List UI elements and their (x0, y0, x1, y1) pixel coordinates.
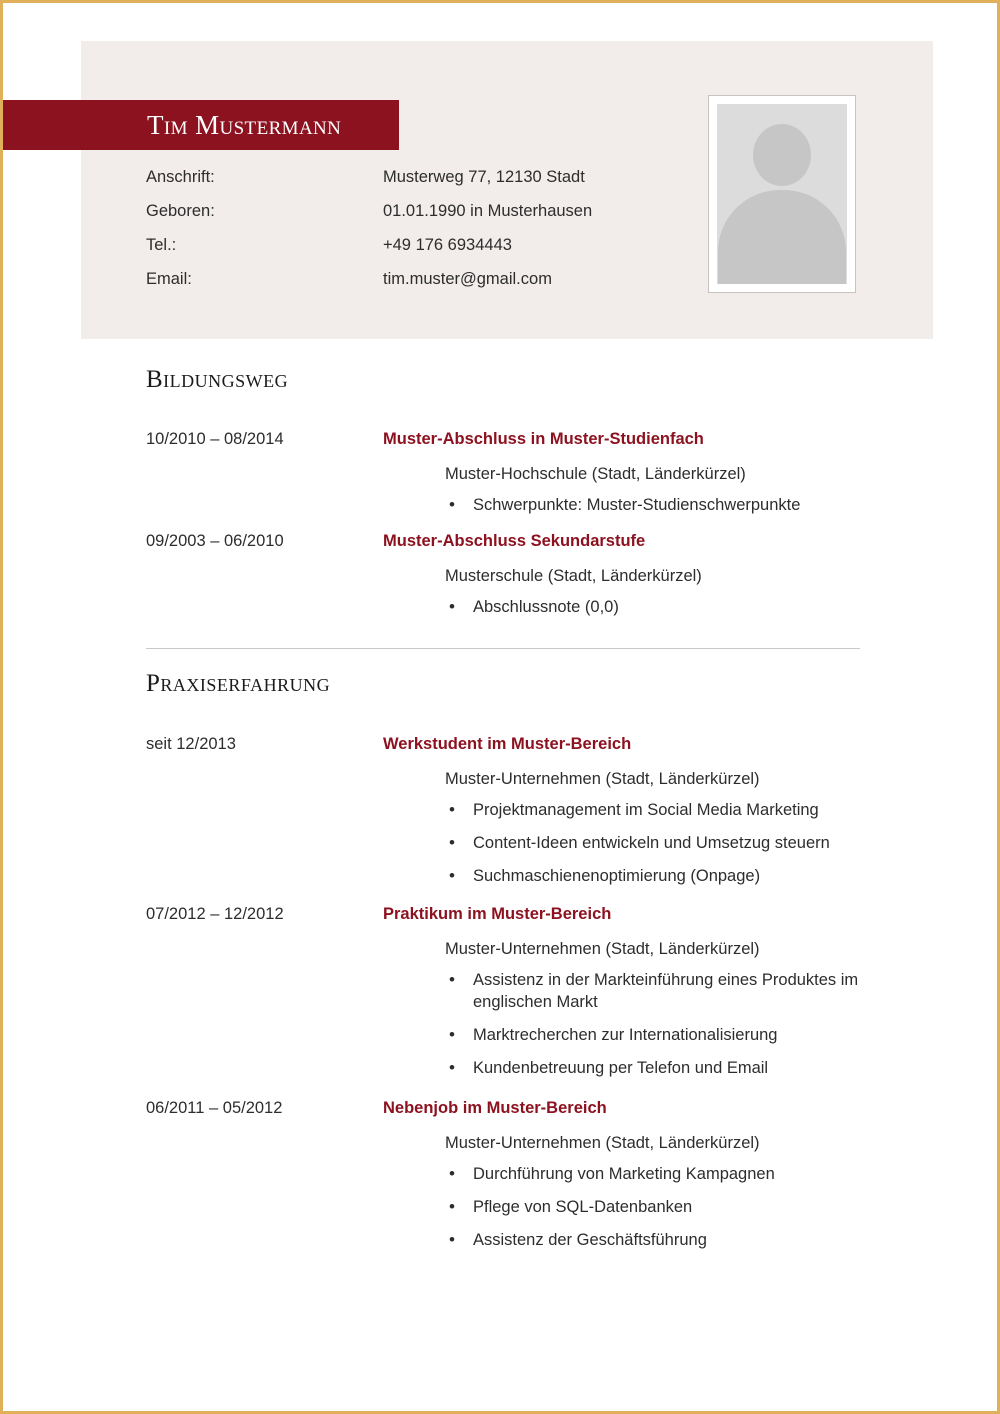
person-silhouette-icon (717, 104, 847, 284)
list-item: • Projektmanagement im Social Media Marketing (445, 800, 866, 822)
contact-label-phone: Tel.: (146, 236, 177, 254)
entry-date: 06/2011 – 05/2012 (146, 1099, 283, 1117)
list-item: • Assistenz der Geschäftsführung (445, 1230, 866, 1252)
contact-value-email: tim.muster@gmail.com (383, 270, 552, 288)
list-item: • Marktrecherchen zur Internationalisierung (445, 1025, 866, 1047)
page-title: Tim Mustermann (147, 109, 342, 140)
entry-date: 10/2010 – 08/2014 (146, 430, 284, 448)
entry-bullets (383, 800, 866, 888)
contact-value-phone: +49 176 6934443 (383, 236, 512, 254)
experience-entry-2 (146, 903, 866, 1080)
section-title-education: Bildungsweg (146, 366, 289, 393)
silhouette-head (753, 124, 811, 186)
contact-label-address: Anschrift: (146, 168, 215, 186)
entry-title: Werkstudent im Muster-Bereich (383, 735, 632, 753)
experience-entry-1 (146, 733, 866, 888)
name-banner (3, 100, 399, 150)
list-item: • Assistenz in der Markteinführung eines Produktes im englischen Markt (445, 970, 866, 1014)
entry-organisation: Musterschule (Stadt, Länderkürzel) (445, 566, 702, 585)
list-item: • Suchmaschienenoptimierung (Onpage) (445, 866, 866, 888)
contact-value-birth: 01.01.1990 in Musterhausen (383, 202, 593, 220)
contact-label-email: Email: (146, 270, 192, 288)
entry-organisation: Muster-Unternehmen (Stadt, Länderkürzel) (445, 939, 760, 958)
list-item: • Content-Ideen entwickeln und Umsetzug steuern (445, 833, 866, 855)
entry-organisation: Muster-Hochschule (Stadt, Länderkürzel) (445, 464, 746, 483)
contact-row-email (146, 270, 676, 304)
entry-bullets (383, 970, 866, 1080)
entry-bullets (383, 597, 866, 619)
contact-block (146, 168, 676, 304)
education-entry-2 (146, 530, 866, 619)
contact-row-birth (146, 202, 676, 236)
section-title-experience: Praxiserfahrung (146, 670, 331, 697)
list-item: • Schwerpunkte: Muster-Studienschwerpunkte (445, 495, 866, 517)
entry-date: 09/2003 – 06/2010 (146, 532, 284, 550)
entry-date: seit 12/2013 (146, 735, 236, 753)
contact-value-address: Musterweg 77, 12130 Stadt (383, 168, 585, 186)
education-entry-1 (146, 428, 866, 517)
list-item: • Abschlussnote (0,0) (445, 597, 866, 619)
entry-organisation: Muster-Unternehmen (Stadt, Länderkürzel) (445, 1133, 760, 1152)
contact-row-address (146, 168, 676, 202)
experience-entry-3 (146, 1097, 866, 1252)
entry-bullets (383, 1164, 866, 1252)
photo-frame (708, 95, 856, 293)
contact-label-birth: Geboren: (146, 202, 215, 220)
entry-bullets (383, 495, 866, 517)
contact-row-phone (146, 236, 676, 270)
list-item: • Durchführung von Marketing Kampagnen (445, 1164, 866, 1186)
section-divider (146, 648, 860, 649)
list-item: • Pflege von SQL-Datenbanken (445, 1197, 866, 1219)
entry-title: Nebenjob im Muster-Bereich (383, 1099, 607, 1117)
entry-title: Muster-Abschluss in Muster-Studienfach (383, 430, 704, 448)
entry-organisation: Muster-Unternehmen (Stadt, Länderkürzel) (445, 769, 760, 788)
entry-title: Praktikum im Muster-Bereich (383, 905, 612, 923)
list-item: • Kundenbetreuung per Telefon und Email (445, 1058, 866, 1080)
silhouette-shoulders (718, 190, 846, 284)
entry-date: 07/2012 – 12/2012 (146, 905, 284, 923)
entry-title: Muster-Abschluss Sekundarstufe (383, 532, 646, 550)
